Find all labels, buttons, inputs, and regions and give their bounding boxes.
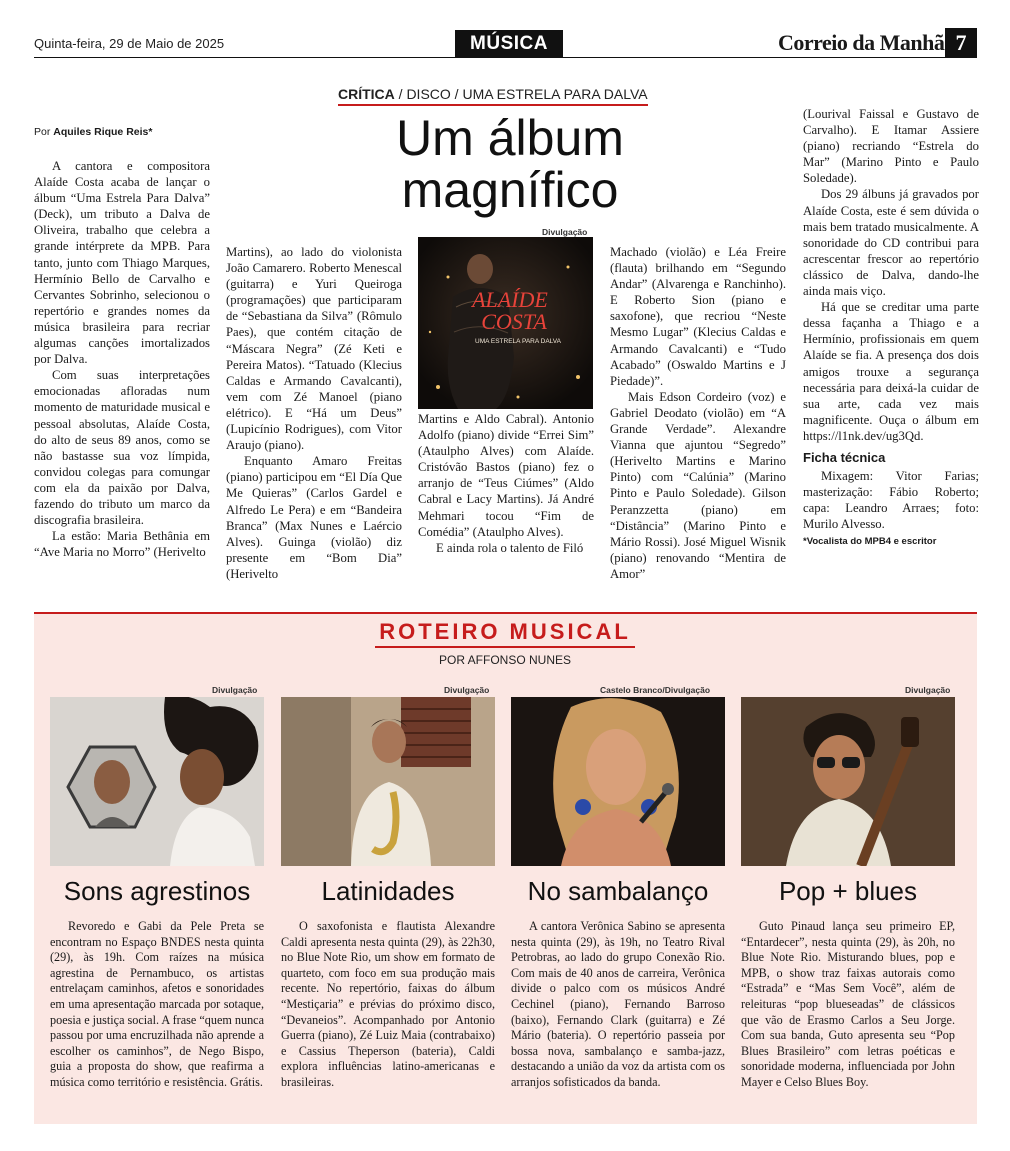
paragraph: A cantora e compositora Alaíde Costa acaba de lançar o álbum “Uma Estrela Para Dalva” (Deck), um tributo a Dalva de Oliveira, trabalho que celebra a grande intérprete da MPB. Para tanto, junto com Thiago Marques, Hermínio Bello de Carvalho e Cervantes Sobrinho, selecionou o repertório e grandes nomes da música brasileira para recriar algumas canções imortalizados por Dalva. [34, 159, 210, 367]
item-title: Sons agrestinos [63, 876, 251, 906]
cover-photo-credit: Divulgação [542, 227, 588, 237]
paragraph: Há que se creditar uma parte dessa façanha a Thiago e a Hermínio, profissionais em quem Alaíde se fia. A presença dos dois amigos trouxe a segurança necessária para deixá-la cuidar de sua arte, cada vez mais magnificente. Ouça o álbum em https://l1nk.dev/ug3Qd. [803, 300, 979, 443]
item-text-column [281, 919, 495, 1091]
tech-sheet-title: Ficha técnica [803, 449, 886, 465]
byline-prefix: Por [34, 126, 54, 138]
photo-illustration [281, 697, 495, 866]
item-text-column [50, 919, 264, 1091]
article-column-1 [34, 158, 210, 560]
page-number: 7 [945, 28, 977, 58]
photo-credit: Divulgação [444, 685, 490, 695]
cover-artist-name: ALAÍDE [472, 287, 548, 312]
photo-latinidades [281, 697, 495, 866]
photo-credit: Castelo Branco/Divulgação [600, 685, 711, 695]
kicker-rest: / DISCO / UMA ESTRELA PARA DALVA [394, 86, 648, 102]
photo-illustration [511, 697, 725, 866]
newspaper-logo: Correio da Manhã [778, 30, 945, 55]
byline-author: Aquiles Rique Reis* [53, 126, 153, 138]
article-column-2 [226, 244, 402, 582]
paragraph: Martins), ao lado do violonista João Camarero. Roberto Menescal (guitarra) e Yuri Queiroga (programações) que participaram de “Sebastiana da Silva” (Rômulo Paes), que contém citação de “Máscara Negra” (Zé Keti e Pereira Matos). “Tatuado (Klecius Caldas e Armando Cavalcanti), vem com Zé Manoel (piano elétrico). E “Há um Deus” (Lupicínio Rodrigues), com Vitor Araujo (piano). [226, 245, 402, 453]
item-title: Latinidades [321, 876, 455, 906]
item-text-column [511, 919, 725, 1091]
article-column-3 [418, 411, 594, 556]
item-title: No sambalanço [527, 876, 709, 906]
item-text-column [741, 919, 955, 1091]
cover-album-title: UMA ESTRELA PARA DALVA [475, 338, 561, 345]
roteiro-byline: POR AFFONSO NUNES [438, 653, 572, 667]
paragraph: (Lourival Faissal e Gustavo de Carvalho). E Itamar Assiere (piano) recriando “Estrela do Mar” (Marino Pinto e Paulo Soledade). [803, 107, 979, 186]
paragraph: E ainda rola o talento de Filó [436, 540, 584, 555]
paragraph: La estão: Maria Bethânia em “Ave Maria no Morro” (Herivelto [34, 529, 210, 560]
paragraph: Machado (violão) e Léa Freire (flauta) brilhando em “Segundo Andar” (Alvarenga e Ranchinho). E Roberto Sion (piano e saxofone), que recriou “Neste Mesmo Lugar” (Klecius Caldas e Armando Cavalcanti) e “Tudo Acabado” (Oswaldo Martins e J Piedade)”. [610, 245, 786, 388]
item-text: Guto Pinaud lança seu primeiro EP, “Entardecer”, nesta quinta (29), às 20h, no Blue Note Rio. Misturando blues, pop e MPB, o show traz faixas autorais como “Estrada” e “Mas Sem Você”, além de releituras “pop blueseadas” de clássicos que vão de Erasmo Carlos a Seu Jorge. Com sua banda, Guto apresenta seu “Pop Blues Brasileiro” com letras poéticas e sonoridade moderna, influenciada por John Mayer e Celso Blues Boy. [741, 919, 955, 1089]
author-footnote: *Vocalista do MPB4 e escritor [803, 536, 937, 548]
article-kicker [338, 86, 648, 106]
tech-sheet-text: Mixagem: Vitor Farias; masterização: Fábio Roberto; capa: Leandro Arraes; foto: Murilo Alvesso. [803, 469, 979, 532]
photo-credit: Divulgação [905, 685, 951, 695]
article-column-4 [610, 244, 786, 582]
header-divider [34, 57, 977, 58]
item-text: Revoredo e Gabi da Pele Preta se encontram no Espaço BNDES nesta quinta (29), às 19h. Com raízes na música agrestina de Pernambuco, os artistas entrelaçam caminhos, afetos e sonoridades em uma apresentação marcada por sotaque, poesia e justiça social. A frase “quem nunca passou por uma encruzilhada não aprende a escolher os caminhos”, de Nego Bispo, guia a proposta do show, que reafirma a música como território e resistência. Grátis. [50, 919, 264, 1089]
photo-sons-agrestinos [50, 697, 264, 866]
edition-date: Quinta-feira, 29 de Maio de 2025 [34, 36, 225, 51]
album-cover-image [418, 237, 593, 409]
item-text: A cantora Verônica Sabino se apresenta nesta quinta (29), às 19h, no Teatro Rival Petrobras, ao lado do grupo Conexão Rio. Com mais de 40 anos de carreira, Verônica divide o palco com os músicos André Cechinel (piano), Fernando Barroso (baixo), Fernando Clark (guitarra) e Zé Mário (bateria). O repertório passeia por bossa nova, sambalanço e samba-jazz, destacando a união da voz da artista com os arranjos sofisticados da banda. [511, 919, 725, 1089]
photo-pop-blues [741, 697, 955, 866]
kicker-bold: CRÍTICA [338, 86, 395, 102]
roteiro-title [0, 619, 1010, 648]
photo-illustration [50, 697, 264, 866]
paragraph: Dos 29 álbuns já gravados por Alaíde Costa, este é sem dúvida o mais bem tratado musicalmente. A sonoridade do CD contribui para acrescentar frescor ao repertório clássico de Dalva, dando-lhe ainda mais viço. [803, 187, 979, 299]
cover-artist-surname: COSTA [481, 309, 547, 334]
article-headline: Um álbum magnífico [396, 110, 624, 218]
item-text: O saxofonista e flautista Alexandre Caldi apresenta nesta quinta (29), às 22h30, no Blue Note Rio, um show em formato de quarteto, com foco em sua produção mais recente. No repertório, faixas do álbum “Mestiçaria” e prévias do próximo disco, “Devaneios”. Acompanhado por Antonio Guerra (piano), Zé Luiz Maia (contrabaixo) e Cassius Theperson (bateria), Caldi explora influências latino-americanas e brasileiras. [281, 919, 495, 1089]
section-label: MÚSICA [455, 30, 563, 57]
paragraph: Mais Edson Cordeiro (voz) e Gabriel Deodato (violão) em “A Grande Verdade”. Alexandre Vianna que ajuntou “Segredo” (Herivelto Martins e Marino Pinto) com “Calúnia” (Marino Pinto e Paulo Soledade). Gilson Peranzzetta (piano) em “Distância” (Marino Pinto e Mário Rossi). José Miguel Wisnik (piano) renovando “Mentira de Amor” [610, 389, 786, 581]
item-title: Pop + blues [778, 876, 918, 906]
photo-illustration [741, 697, 955, 866]
roteiro-title-text: ROTEIRO MUSICAL [375, 619, 635, 648]
article-column-5 [803, 106, 979, 551]
paragraph: Com suas interpretações emocionadas afloradas num momento de maturidade musical e pessoal absolutas, Alaíde Costa, do alto de seus 89 anos, como se não bastasse sua voz límpida, convidou colegas para comungar com ela da paixão por Dalva, fazendo do tributo um marco da discografia brasileira. [34, 368, 210, 528]
paragraph: Enquanto Amaro Freitas (piano) participou em “El Día Que Me Quieras” (Carlos Gardel e Alfredo Le Pera) e em “Bandeira Branca” (Max Nunes e Laércio Alves). Guinga (violão) diz presente em “Bom Dia” (Herivelto [226, 454, 402, 581]
album-cover-illustration [418, 237, 593, 409]
photo-no-sambalanco [511, 697, 725, 866]
paragraph: Martins e Aldo Cabral). Antonio Adolfo (piano) divide “Errei Sim” (Ataulpho Alves) com Alaíde. Cristóvão Bastos (piano) fez o arranjo de “Teus Ciúmes” (Aldo Cabral e Lacy Martins). Já André Mehmari tocou “Fim de Comédia” (Ataulpho Alves). [418, 412, 594, 539]
article-byline [34, 126, 152, 138]
photo-credit: Divulgação [212, 685, 258, 695]
